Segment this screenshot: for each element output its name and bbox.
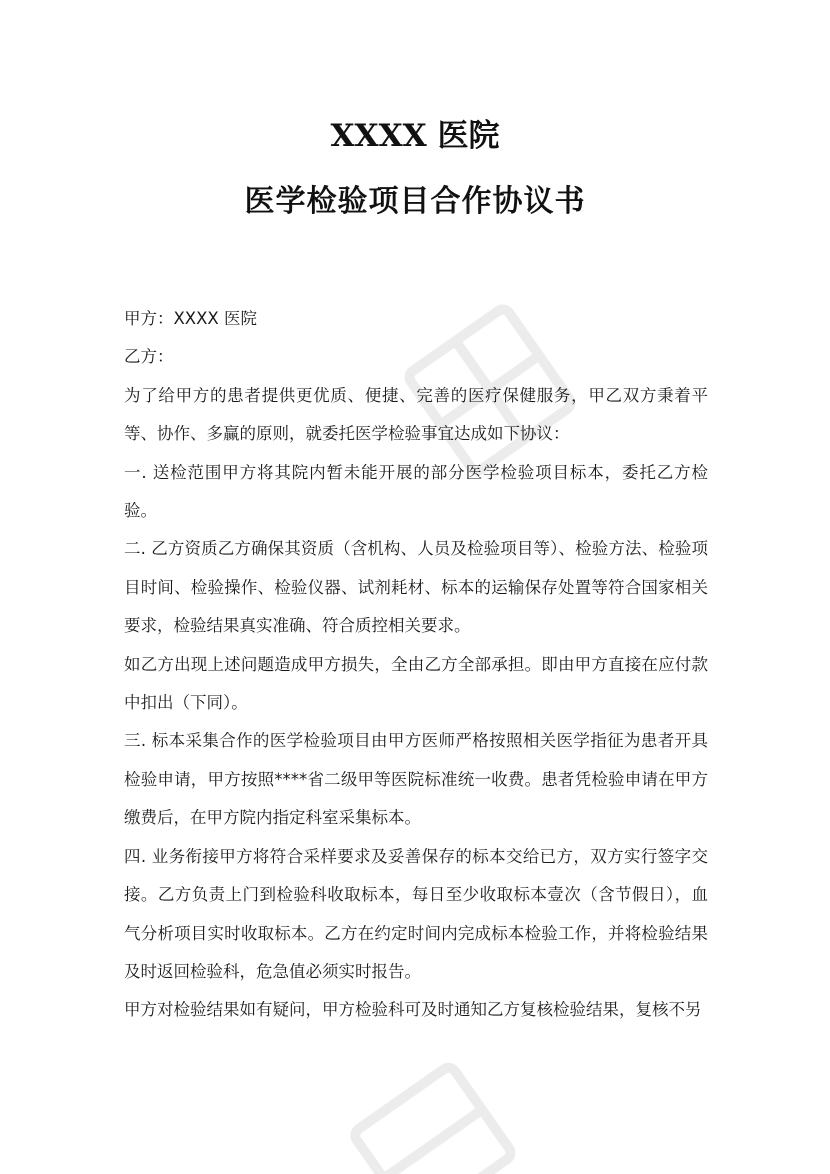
document-title-line2: 医学检验项目合作协议书 — [244, 184, 586, 219]
party-a-line: 甲方：XXXX 医院 — [124, 309, 257, 328]
clause-2-paragraph: 二. 乙方资质乙方确保其资质（含机构、人员及检验项目等）、检验方法、检验项目时间、检验操作、检验仪器、试剂耗材、标本的运输保存处置等符合国家相关要求，检验结果真实准确、符合质控相关要求。 — [124, 539, 708, 636]
preamble-paragraph: 为了给甲方的患者提供更优质、便捷、完善的医疗保健服务，甲乙双方秉着平等、协作、多赢的原则，就委托医学检验事宜达成如下协议： — [124, 385, 708, 444]
clause-3-paragraph: 三. 标本采集合作的医学检验项目由甲方医师严格按照相关医学指征为患者开具检验申请，甲方按照****省二级甲等医院标准统一收费。患者凭检验申请在甲方缴费后，在甲方院内指定科室采集标本。 — [124, 731, 708, 828]
document-body — [124, 300, 708, 1030]
document-title-line1: XXXX 医院 — [330, 118, 500, 154]
clause-1-paragraph: 一. 送检范围甲方将其院内暂未能开展的部分医学检验项目标本，委托乙方检验。 — [124, 462, 708, 521]
watermark-logo-icon — [330, 1060, 530, 1174]
clause-2-note-paragraph: 如乙方出现上述问题造成甲方损失，全由乙方全部承担。即由甲方直接在应付款中扣出（下同）。 — [124, 654, 708, 713]
clause-4-paragraph: 四. 业务衔接甲方将符合采样要求及妥善保存的标本交给已方，双方实行签字交接。乙方负责上门到检验科收取标本，每日至少收取标本壹次（含节假日），血气分析项目实时收取标本。乙方在约定时间内完成标本检验工作，并将检验结果及时返回检验科，危急值必须实时报告。 — [124, 846, 708, 981]
party-b-line: 乙方： — [124, 347, 174, 367]
clause-4-note-paragraph: 甲方对检验结果如有疑问，甲方检验科可及时通知乙方复核检验结果，复核不另 — [124, 1000, 702, 1020]
